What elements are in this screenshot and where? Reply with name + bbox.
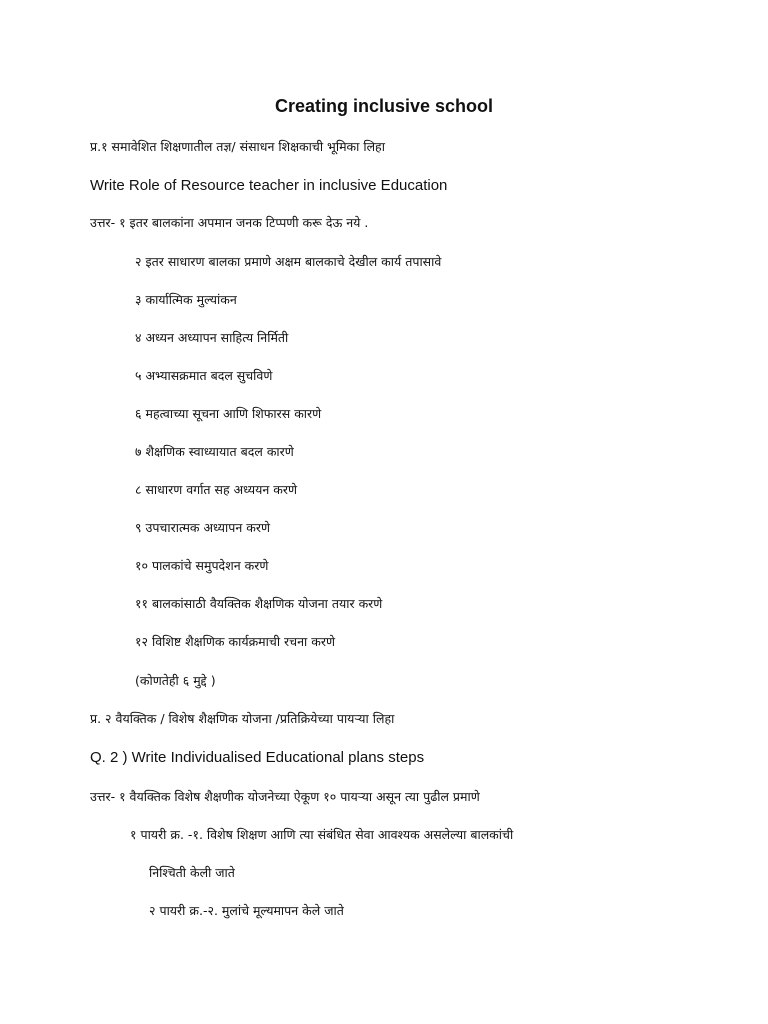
answer-1-point: ९ उपचारात्मक अध्यापन करणे xyxy=(135,520,271,535)
question-1-english: Write Role of Resource teacher in inclusive Education xyxy=(90,177,448,194)
answer-1-intro: उत्तर- १ इतर बालकांना अपमान जनक टिप्पणी करू देऊ नये . xyxy=(90,215,369,230)
answer-1-point: १२ विशिष्ट शैक्षणिक कार्यक्रमाची रचना करणे xyxy=(135,634,335,649)
answer-2-intro: उत्तर- १ वैयक्तिक विशेष शैक्षणीक योजनेच्या ऐकूण १० पायऱ्या असून त्या पुढील प्रमाणे xyxy=(90,789,480,804)
question-2-english: Q. 2 ) Write Individualised Educational plans steps xyxy=(90,749,425,766)
answer-2-step-1-continued: निश्चिती केली जाते xyxy=(149,865,235,880)
answer-1-point: ३ कार्यात्मिक मुल्यांकन xyxy=(135,292,237,307)
answer-1-point: ६ महत्वाच्या सूचना आणि शिफारस कारणे xyxy=(135,406,322,421)
answer-2-step-1: १ पायरी क्र. -१. विशेष शिक्षण आणि त्या संबंधित सेवा आवश्यक असलेल्या बालकांची xyxy=(130,827,514,842)
answer-1-point: ७ शैक्षणिक स्वाध्यायात बदल कारणे xyxy=(135,444,294,459)
document-title: Creating inclusive school xyxy=(274,96,494,116)
answer-1-point: ११ बालकांसाठी वैयक्तिक शैक्षणिक योजना तयार करणे xyxy=(135,596,383,611)
answer-1-point: ४ अध्यन अध्यापन साहित्य निर्मिती xyxy=(135,330,289,345)
answer-1-point: ८ साधारण वर्गात सह अध्ययन करणे xyxy=(135,482,298,497)
answer-1-point: ५ अभ्यासक्रमात बदल सुचविणे xyxy=(135,368,273,383)
answer-1-note: (कोणतेही ६ मुद्दे ) xyxy=(135,673,216,688)
answer-1-point: १० पालकांचे समुपदेशन करणे xyxy=(135,558,269,573)
question-1-marathi: प्र.१ समावेशित शिक्षणातील तज्ञ/ संसाधन शिक्षकाची भूमिका लिहा xyxy=(90,139,385,154)
answer-2-step-2: २ पायरी क्र.-२. मुलांचे मूल्यमापन केले जाते xyxy=(149,903,344,918)
question-2-marathi: प्र. २ वैयक्तिक / विशेष शैक्षणिक योजना /प्रतिक्रियेच्या पायऱ्या लिहा xyxy=(90,711,395,726)
answer-1-point: २ इतर साधारण बालका प्रमाणे अक्षम बालकाचे देखील कार्य तपासावे xyxy=(135,254,442,269)
